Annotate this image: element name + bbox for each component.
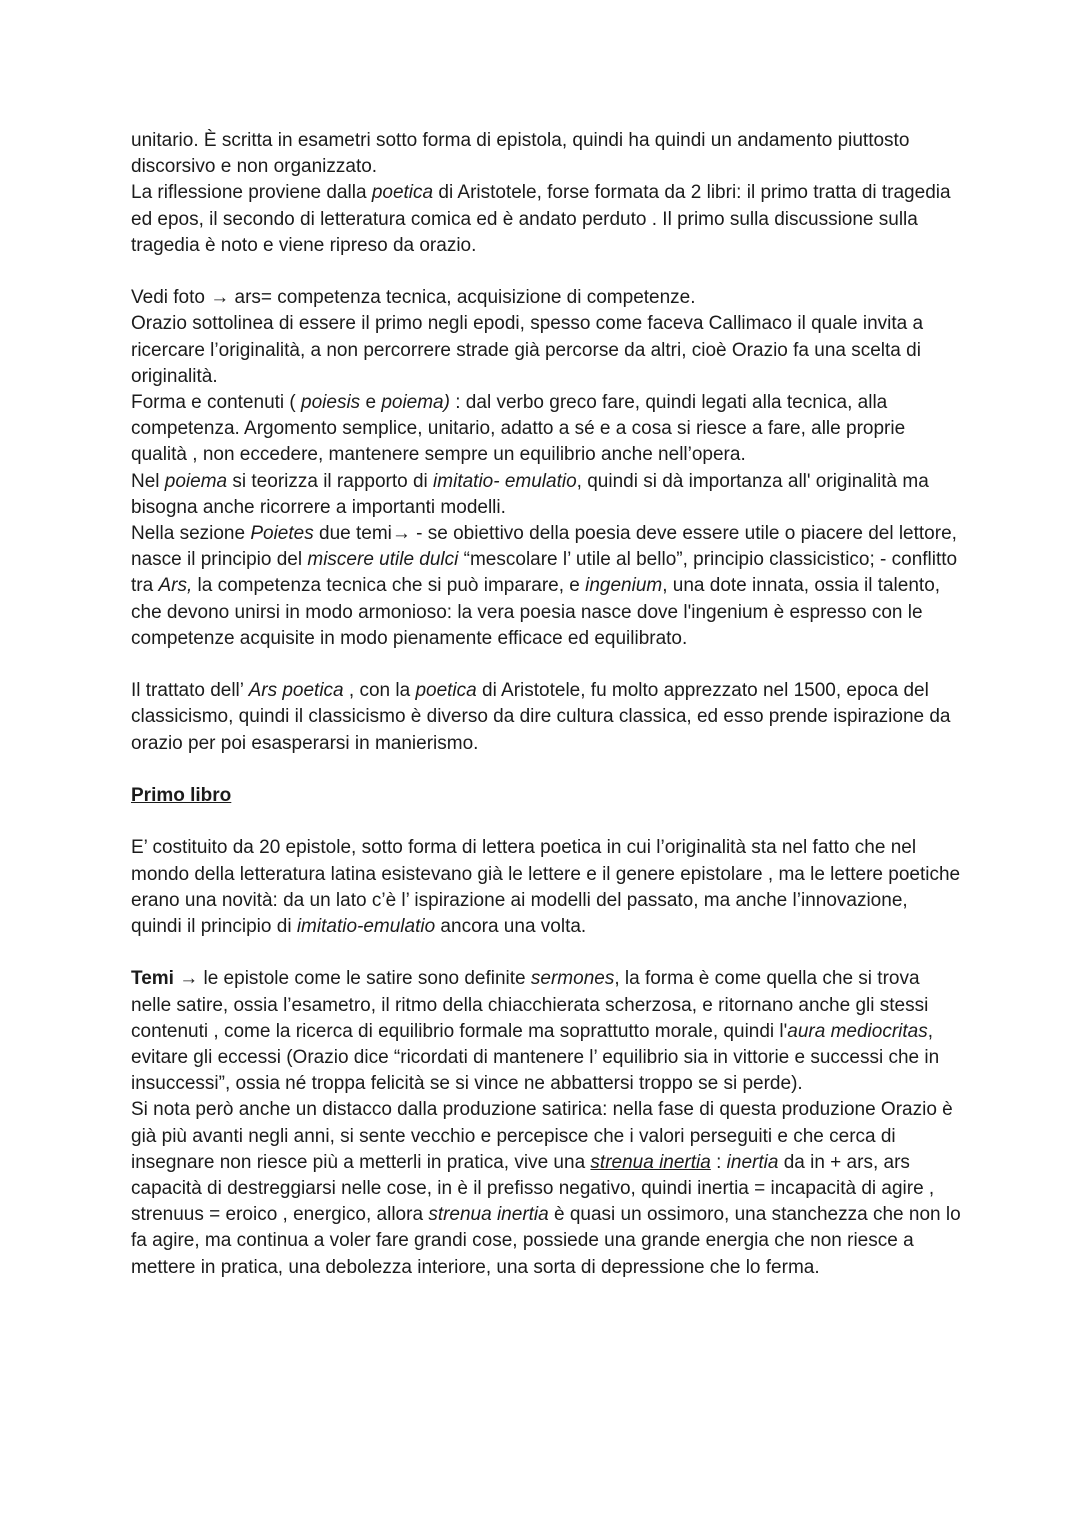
paragraph-1: unitario. È scritta in esametri sotto forma di epistola, quindi ha quindi un andamento piuttosto discorsivo e non organizzato. [131,130,910,178]
section-heading: Primo libro [131,785,232,807]
paragraph-3: Vedi foto → ars= competenza tecnica, acquisizione di competenze. [131,287,696,309]
paragraph-4: Orazio sottolinea di essere il primo negli epodi, spesso come faceva Callimaco il quale invita a ricercare l’originalità, a non percorrere strade già percorse da altri, cioè Orazio fa una scelta di originalità. [131,313,924,387]
spacer [131,757,961,783]
paragraph-6: Nel poiema si teorizza il rapporto di imitatio- emulatio, quindi si dà importanza all' originalità ma bisogna anche ricorrere a importanti modelli. [131,470,929,518]
document-page [131,128,961,1281]
paragraph-7: Nella sezione Poietes due temi→ - se obiettivo della poesia deve essere utile o piacere del lettore, nasce il principio del miscere utile dulci “mescolare l’ utile al bello”, principio classicistico; - conflitto tra Ars, la competenza tecnica che si può imparare, e ingenium, una dote innata, ossia il talento, che devono unirsi in modo armonioso: la vera poesia nasce dove l'ingenium è espresso con le competenze acquisite in modo pienamente efficace ed equilibrato. [131,523,958,649]
paragraph-11: Si nota però anche un distacco dalla produzione satirica: nella fase di questa produzione Orazio è già più avanti negli anni, si sente vecchio e percepisce che i valori perseguiti e che cerca di insegnare non riesce più a metterli in pratica, vive una strenua inertia : inertia da in + ars, ars capacità di destreggiarsi nelle cose, in è il prefisso negativo, quindi inertia = incapacità di agire , strenuus = eroico , energico, allora strenua inertia è quasi un ossimoro, una stanchezza che non lo fa agire, ma continua a voler fare grandi cose, possiede una grande energia che non riesce a mettere in pratica, una debolezza interiore, una sorta di depressione che lo ferma. [131,1099,961,1278]
paragraph-10: Temi → le epistole come le satire sono definite sermones, la forma è come quella che si trova nelle satire, ossia l’esametro, il ritmo della chiacchierata scherzosa, e ritornano anche gli stessi contenuti , come la ricerca di equilibrio formale ma soprattutto morale, quindi l'aura mediocritas, evitare gli eccessi (Orazio dice “ricordati di mantenere l’ equilibrio sia in vittorie e successi che in insuccessi”, ossia né troppa felicità se si vince ne abbattersi troppo se si perde). [131,968,940,1095]
paragraph-8: Il trattato dell’ Ars poetica , con la poetica di Aristotele, fu molto apprezzato nel 1500, epoca del classicismo, quindi il classicismo è diverso da dire cultura classica, ed esso prende ispirazione da orazio per poi esasperarsi in manierismo. [131,680,951,754]
spacer [131,259,961,285]
spacer [131,940,961,966]
spacer [131,652,961,678]
paragraph-9: E’ costituito da 20 epistole, sotto forma di lettera poetica in cui l’originalità sta nel fatto che nel mondo della letteratura latina esistevano già le lettere e il genere epistolare , ma le lettere poetiche erano una novità: da un lato c’è l’ ispirazione ai modelli del passato, ma anche l’innovazione, quindi il principio di imitatio-emulatio ancora una volta. [131,837,961,938]
paragraph-5: Forma e contenuti ( poiesis e poiema) : dal verbo greco fare, quindi legati alla tecnica, alla competenza. Argomento semplice, unitario, adatto a sé e a cosa si riesce a fare, alle proprie qualità , non eccedere, mantenere sempre un equilibrio anche nell’opera. [131,392,906,466]
paragraph-2: La riflessione proviene dalla poetica di Aristotele, forse formata da 2 libri: il primo tratta di tragedia ed epos, il secondo di letteratura comica ed è andato perduto . Il primo sulla discussione sulla tragedia è noto e viene ripreso da orazio. [131,182,951,256]
spacer [131,809,961,835]
